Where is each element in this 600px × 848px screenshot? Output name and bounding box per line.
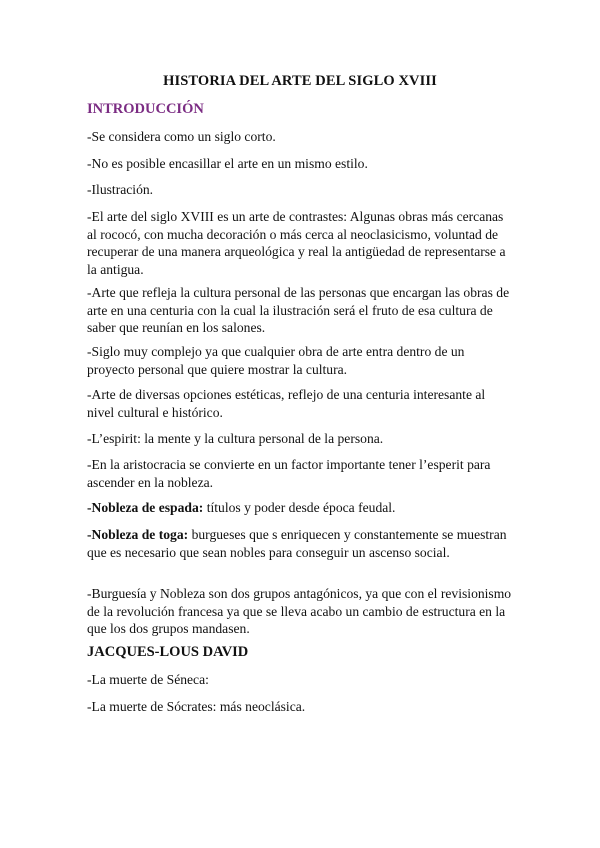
paragraph-12: -Burguesía y Nobleza son dos grupos antagónicos, ya que con el revisionismo de la revolución francesa ya que se lleva acabo un cambio de estructura en la que los dos grupos mandasen. — [87, 586, 512, 636]
paragraph-1: -Se considera como un siglo corto. — [87, 129, 276, 144]
paragraph-6: -Siglo muy complejo ya que cualquier obra de arte entra dentro de un proyecto personal que quiere mostrar la cultura. — [87, 344, 465, 377]
paragraph-11 — [87, 526, 515, 561]
paragraph-10 — [87, 499, 515, 517]
paragraph-13: -La muerte de Séneca: — [87, 672, 209, 687]
term-nobleza-de-espada: -Nobleza de espada: — [87, 500, 204, 515]
paragraph-5: -Arte que refleja la cultura personal de las personas que encargan las obras de arte en una centuria con la cual la ilustración será el fruto de esa cultura de saber que reunían en los salones. — [87, 285, 510, 335]
paragraph-7: -Arte de diversas opciones estéticas, reflejo de una centuria interesante al nivel cultural e histórico. — [87, 387, 486, 420]
paragraph-8: -L’espirit: la mente y la cultura personal de la persona. — [87, 431, 384, 446]
term-nobleza-de-toga: -Nobleza de toga: — [87, 527, 189, 542]
paragraph-11-text: burgueses que s enriquecen y constantemente se muestran que es necesario que sean nobles para conseguir un ascenso social. — [87, 527, 507, 560]
paragraph-2: -No es posible encasillar el arte en un mismo estilo. — [87, 156, 368, 171]
section-heading-introduccion: INTRODUCCIÓN — [87, 101, 204, 117]
page-title: HISTORIA DEL ARTE DEL SIGLO XVIII — [163, 73, 437, 89]
paragraph-10-text: títulos y poder desde época feudal. — [203, 500, 396, 515]
paragraph-4: -El arte del siglo XVIII es un arte de contrastes: Algunas obras más cercanas al rococó, con mucha decoración o más cerca al neoclasicismo, voluntad de recuperar de una manera arqueológica y real la antigüedad de representarse a la antigua. — [87, 209, 506, 277]
section-heading-david: JACQUES-LOUS DAVID — [87, 644, 249, 660]
paragraph-9: -En la aristocracia se convierte en un factor importante tener l’esperit para ascender en la nobleza. — [87, 457, 491, 490]
paragraph-3: -Ilustración. — [87, 182, 154, 197]
paragraph-14: -La muerte de Sócrates: más neoclásica. — [87, 699, 306, 714]
